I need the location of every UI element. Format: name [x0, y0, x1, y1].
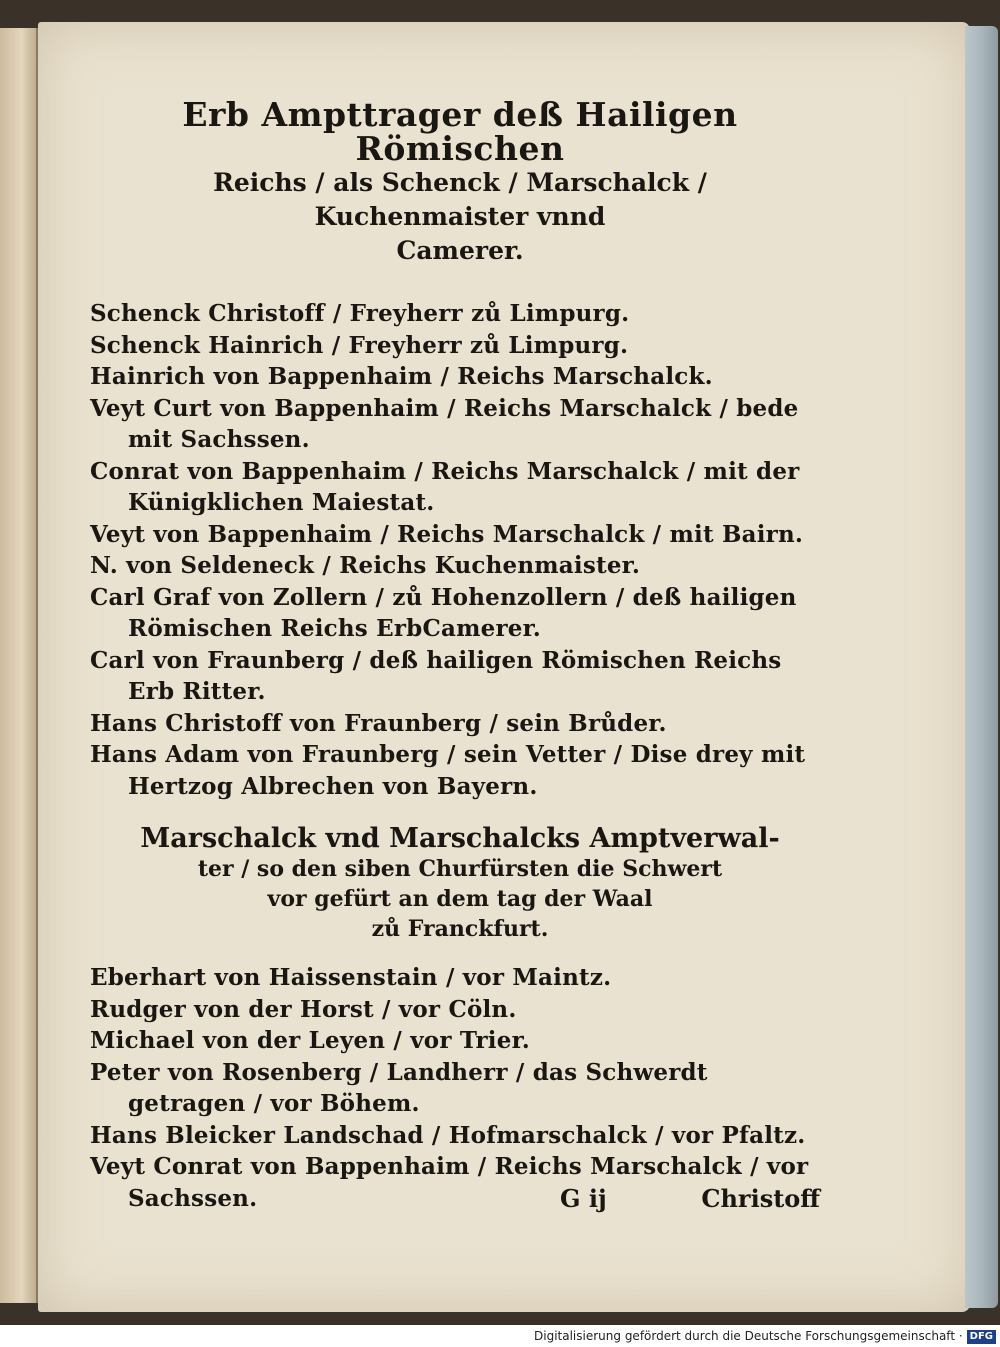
- left-page-edge: [0, 28, 38, 1303]
- list-item: Michael von der Leyen / vor Trier.: [90, 1027, 530, 1054]
- list-item: Hans Bleicker Landschad / Hofmarschalck / vor Pfaltz.: [90, 1121, 806, 1149]
- list-item: Hainrich von Bappenhaim / Reichs Marschalck.: [90, 363, 713, 390]
- list-item: Conrat von Bappenhaim / Reichs Marschalck / mit der Künigklichen Maiestat.: [90, 457, 800, 516]
- heading-1-line-1: Erb Ampttrager deß Hailigen Römischen: [182, 95, 738, 168]
- footer-text: Digitalisierung gefördert durch die Deutsche Forschungsgemeinschaft ·: [534, 1329, 963, 1343]
- catchword: Christoff: [701, 1184, 820, 1213]
- page-content: [90, 95, 830, 1214]
- list-item: Schenck Hainrich / Freyherr zů Limpurg.: [90, 331, 629, 359]
- heading-1-line-3: Kuchenmaister vnnd: [314, 202, 606, 231]
- list-item: Rudger von der Horst / vor Cöln.: [90, 995, 517, 1023]
- heading-2-line-4: zů Franckfurt.: [371, 916, 549, 942]
- heading-2-line-3: vor gefürt an dem tag der Waal: [267, 886, 653, 912]
- list-item: Eberhart von Haissenstain / vor Maintz.: [90, 964, 612, 991]
- list-item: Veyt von Bappenhaim / Reichs Marschalck / mit Bairn.: [90, 520, 804, 548]
- entries-list-2: [90, 962, 830, 1214]
- list-item: Veyt Curt von Bappenhaim / Reichs Marschalck / bede mit Sachssen.: [90, 394, 799, 453]
- right-page-edge: [965, 26, 998, 1308]
- heading-2-line-1: Marschalck vnd Marschalcks Amptverwal-: [140, 823, 780, 854]
- catchline: [560, 1184, 820, 1213]
- footer-bar: [0, 1325, 1000, 1347]
- heading-2-line-2: ter / so den siben Churfürsten die Schwert: [197, 856, 723, 882]
- list-item: Veyt Conrat von Bappenhaim / Reichs Marschalck / vor Sachssen.: [90, 1153, 809, 1212]
- list-item: Schenck Christoff / Freyherr zů Limpurg.: [90, 300, 630, 327]
- list-item: N. von Seldeneck / Reichs Kuchenmaister.: [90, 552, 641, 579]
- entries-list-1: [90, 298, 830, 802]
- heading-1-line-4: Camerer.: [396, 236, 524, 265]
- heading-1-line-2: Reichs / als Schenck / Marschalck /: [213, 168, 707, 197]
- signature-mark: G ij: [560, 1184, 607, 1213]
- section-heading-1: [90, 95, 830, 268]
- list-item: Hans Adam von Fraunberg / sein Vetter / Dise drey mit Hertzog Albrechen von Bayern.: [90, 741, 806, 800]
- dfg-logo: DFG: [967, 1330, 996, 1344]
- section-heading-2: [90, 824, 830, 944]
- list-item: Carl von Fraunberg / deß hailigen Römischen Reichs Erb Ritter.: [90, 646, 782, 705]
- list-item: Peter von Rosenberg / Landherr / das Schwerdt getragen / vor Böhem.: [90, 1058, 708, 1117]
- list-item: Hans Christoff von Fraunberg / sein Brůder.: [90, 709, 667, 737]
- list-item: Carl Graf von Zollern / zů Hohenzollern / deß hailigen Römischen Reichs ErbCamerer.: [90, 583, 797, 642]
